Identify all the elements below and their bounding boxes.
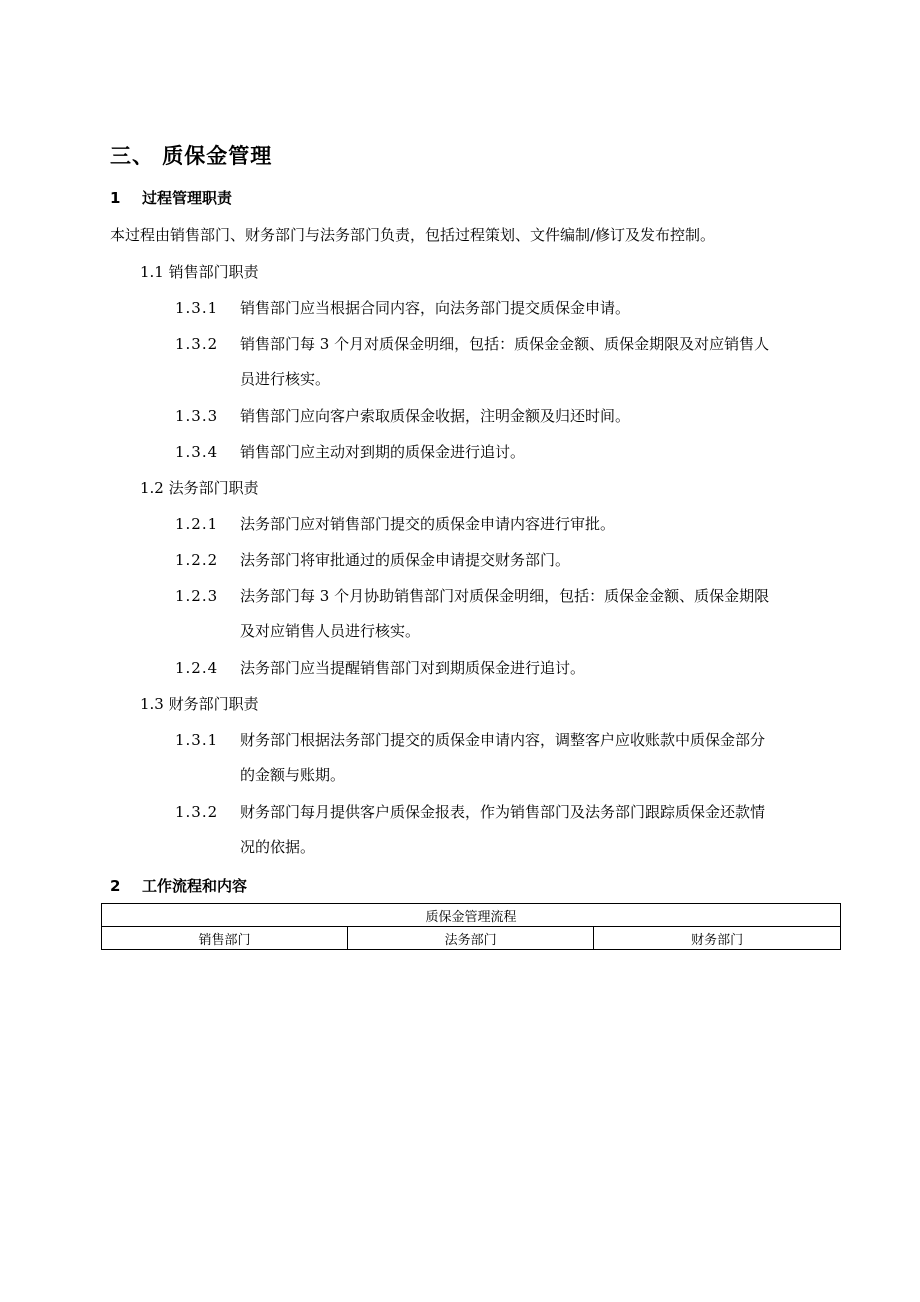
part2-number: 2: [110, 877, 121, 895]
item-text-continued: 况的依据。: [240, 838, 316, 856]
item-text: 销售部门每 3 个月对质保金明细，包括：质保金金额、质保金期限及对应销售人: [240, 335, 770, 353]
column-header-legal: 法务部门: [348, 927, 594, 950]
item-text-continued: 员进行核实。: [240, 370, 331, 388]
item-number: 1.3.2: [175, 803, 219, 821]
item-text: 销售部门应向客户索取质保金收据，注明金额及归还时间。: [240, 407, 631, 425]
item-text: 法务部门应对销售部门提交的质保金申请内容进行审批。: [240, 515, 616, 533]
item-number: 1.3.1: [175, 731, 219, 749]
item-number: 1.2.2: [175, 551, 219, 569]
group-sales-title: 1.1 销售部门职责: [140, 263, 259, 281]
item-text: 法务部门将审批通过的质保金申请提交财务部门。: [240, 551, 571, 569]
item-number: 1.2.1: [175, 515, 219, 533]
item-number: 1.2.4: [175, 659, 219, 677]
item-number: 1.3.4: [175, 443, 219, 461]
part2-title: 工作流程和内容: [142, 877, 248, 895]
item-number: 1.2.3: [175, 587, 219, 605]
item-number: 1.3.3: [175, 407, 219, 425]
process-table: [101, 903, 841, 950]
item-text: 法务部门每 3 个月协助销售部门对质保金明细，包括：质保金金额、质保金期限: [240, 587, 770, 605]
part1-heading: [110, 187, 232, 208]
table-header-row: [102, 927, 841, 950]
item-text: 财务部门根据法务部门提交的质保金申请内容，调整客户应收账款中质保金部分: [240, 731, 766, 749]
part1-intro: 本过程由销售部门、财务部门与法务部门负责，包括过程策划、文件编制/修订及发布控制。: [110, 226, 716, 244]
column-header-sales: 销售部门: [102, 927, 348, 950]
item-text: 销售部门应当根据合同内容，向法务部门提交质保金申请。: [240, 299, 631, 317]
part1-number: 1: [110, 189, 121, 207]
item-text: 法务部门应当提醒销售部门对到期质保金进行追讨。: [240, 659, 586, 677]
group-finance-title: 1.3 财务部门职责: [140, 695, 259, 713]
section-title: 三、 质保金管理: [110, 144, 273, 168]
column-header-finance: 财务部门: [594, 927, 841, 950]
part2-heading: [110, 875, 247, 896]
group-legal-title: 1.2 法务部门职责: [140, 479, 259, 497]
part1-title: 过程管理职责: [142, 189, 233, 207]
item-text: 财务部门每月提供客户质保金报表，作为销售部门及法务部门跟踪质保金还款情: [240, 803, 766, 821]
item-number: 1.3.2: [175, 335, 219, 353]
item-text-continued: 的金额与账期。: [240, 766, 346, 784]
item-number: 1.3.1: [175, 299, 219, 317]
item-text: 销售部门应主动对到期的质保金进行追讨。: [240, 443, 526, 461]
table-caption-row: [102, 904, 841, 927]
table-caption: 质保金管理流程: [102, 904, 841, 927]
item-text-continued: 及对应销售人员进行核实。: [240, 622, 421, 640]
